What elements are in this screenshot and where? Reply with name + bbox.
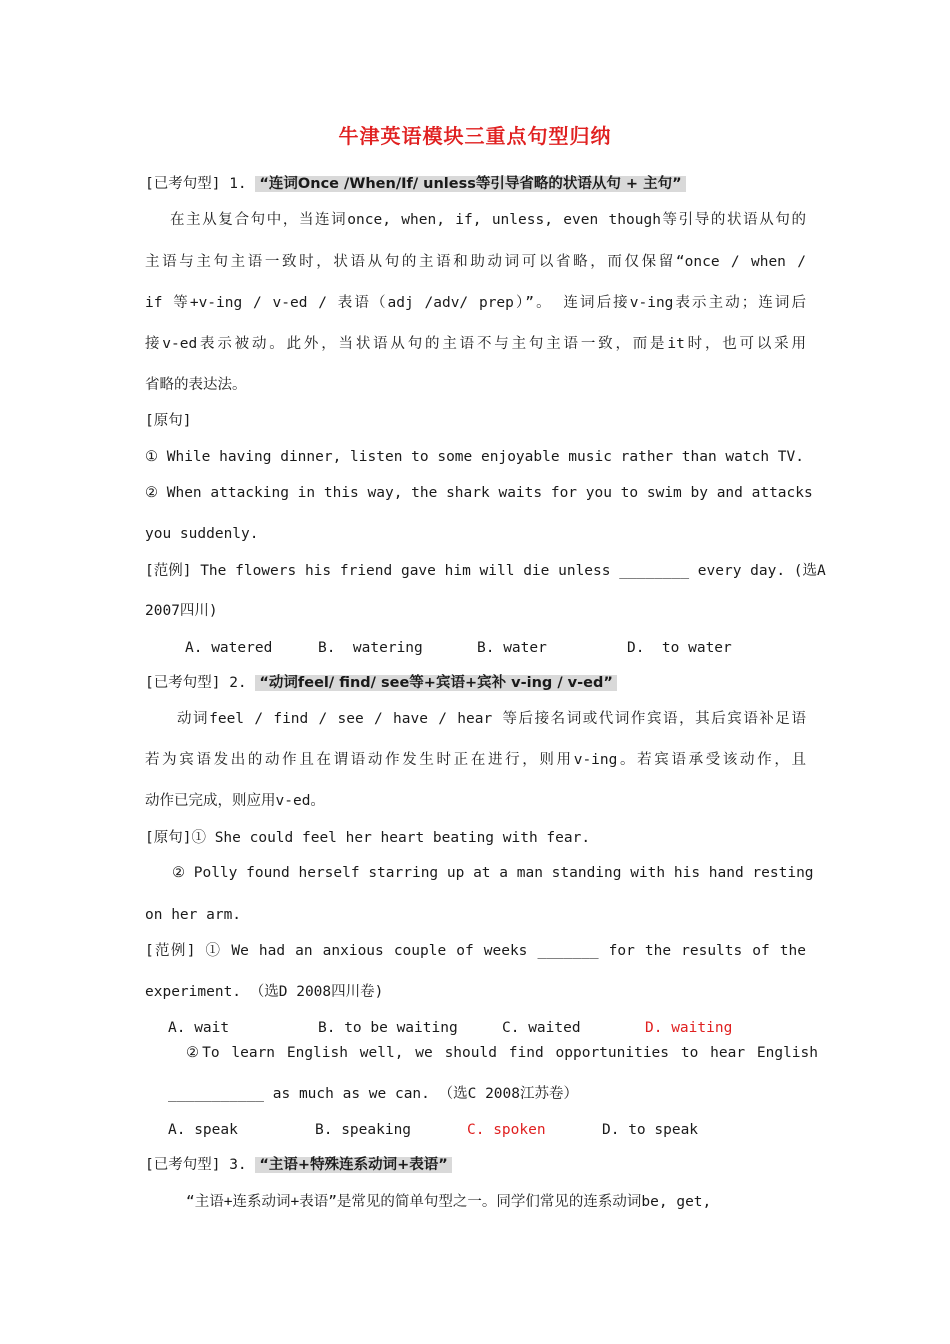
answer-option: A. speak [168, 1122, 238, 1138]
section-label: [已考句型] 2. [145, 675, 247, 691]
section-3-header [145, 1155, 452, 1175]
paragraph-line: 若为宾语发出的动作且在谓语动作发生时正在进行，则用v-ing。若宾语承受该动作，且 [145, 752, 806, 768]
exercise-question: ②To learn English well, we should find opportunities to hear English [186, 1045, 818, 1061]
paragraph-line: 动词feel / find / see / have / hear 等后接名词或代词作宾语，其后宾语补足语 [177, 711, 806, 727]
answer-option: D. to water [627, 640, 732, 656]
answer-option: A. wait [168, 1020, 230, 1036]
example-sentence: you suddenly. [145, 526, 259, 542]
answer-option: B. to be waiting [318, 1020, 458, 1036]
document-title: 牛津英语模块三重点句型归纳 [338, 124, 612, 148]
original-sentence: on her arm. [145, 907, 242, 923]
section-2-header [145, 673, 617, 693]
paragraph-line: 主语与主句主语一致时，状语从句的主语和助动词可以省略，而仅保留“once / when / [145, 254, 806, 270]
section-label: [已考句型] 3. [145, 1157, 247, 1173]
example-sentence: ① While having dinner, listen to some enjoyable music rather than watch TV. [145, 449, 804, 465]
section-1-header [145, 174, 686, 194]
paragraph-line: 在主从复合句中，当连词once, when, if, unless, even though等引导的状语从句的 [170, 212, 806, 228]
answer-option: C. waited [502, 1020, 581, 1036]
example-sentence: ② When attacking in this way, the shark waits for you to swim by and attacks [145, 485, 813, 501]
paragraph-line: 接v-ed表示被动。此外，当状语从句的主语不与主句主语一致，而是it时，也可以采用 [145, 336, 806, 352]
section-heading: “动词feel/ find/ see等+宾语+宾补 v-ing / v-ed” [255, 675, 617, 691]
paragraph-line: 省略的表达法。 [145, 377, 247, 393]
answer-option: B. water [477, 640, 547, 656]
paragraph-line: 动作已完成，则应用v-ed。 [145, 793, 325, 809]
exercise-question: [范例] The flowers his friend gave him will die unless ________ every day. (选A [145, 563, 826, 579]
original-sentence: ② Polly found herself starring up at a man standing with his hand resting [172, 865, 814, 881]
section-label: [已考句型] 1. [145, 176, 247, 192]
correct-answer-option: D. waiting [645, 1020, 733, 1036]
original-sentence: [原句]① She could feel her heart beating with fear. [145, 830, 591, 846]
answer-option: A. watered [185, 640, 273, 656]
exercise-question: [范例] ① We had an anxious couple of weeks _______ for the results of the [145, 943, 806, 959]
exercise-source: ___________ as much as we can. （选C 2008江苏卷） [168, 1086, 578, 1102]
section-heading: “连词Once /When/If/ unless等引导省略的状语从句 + 主句” [255, 176, 685, 192]
exercise-source: experiment. （选D 2008四川卷) [145, 984, 384, 1000]
paragraph-line: “主语+连系动词+表语”是常见的简单句型之一。同学们常见的连系动词be, get, [186, 1194, 712, 1210]
answer-option: B. watering [318, 640, 423, 656]
answer-option: B. speaking [315, 1122, 412, 1138]
paragraph-line: if 等+v-ing / v-ed / 表语（adj /adv/ prep）”。 连词后接v-ing表示主动；连词后 [145, 295, 806, 311]
answer-option: D. to speak [602, 1122, 699, 1138]
section-heading: “主语+特殊连系动词+表语” [255, 1157, 451, 1173]
original-sentence-label: [原句] [145, 413, 192, 429]
correct-answer-option: C. spoken [467, 1122, 546, 1138]
exercise-source: 2007四川) [145, 603, 218, 619]
